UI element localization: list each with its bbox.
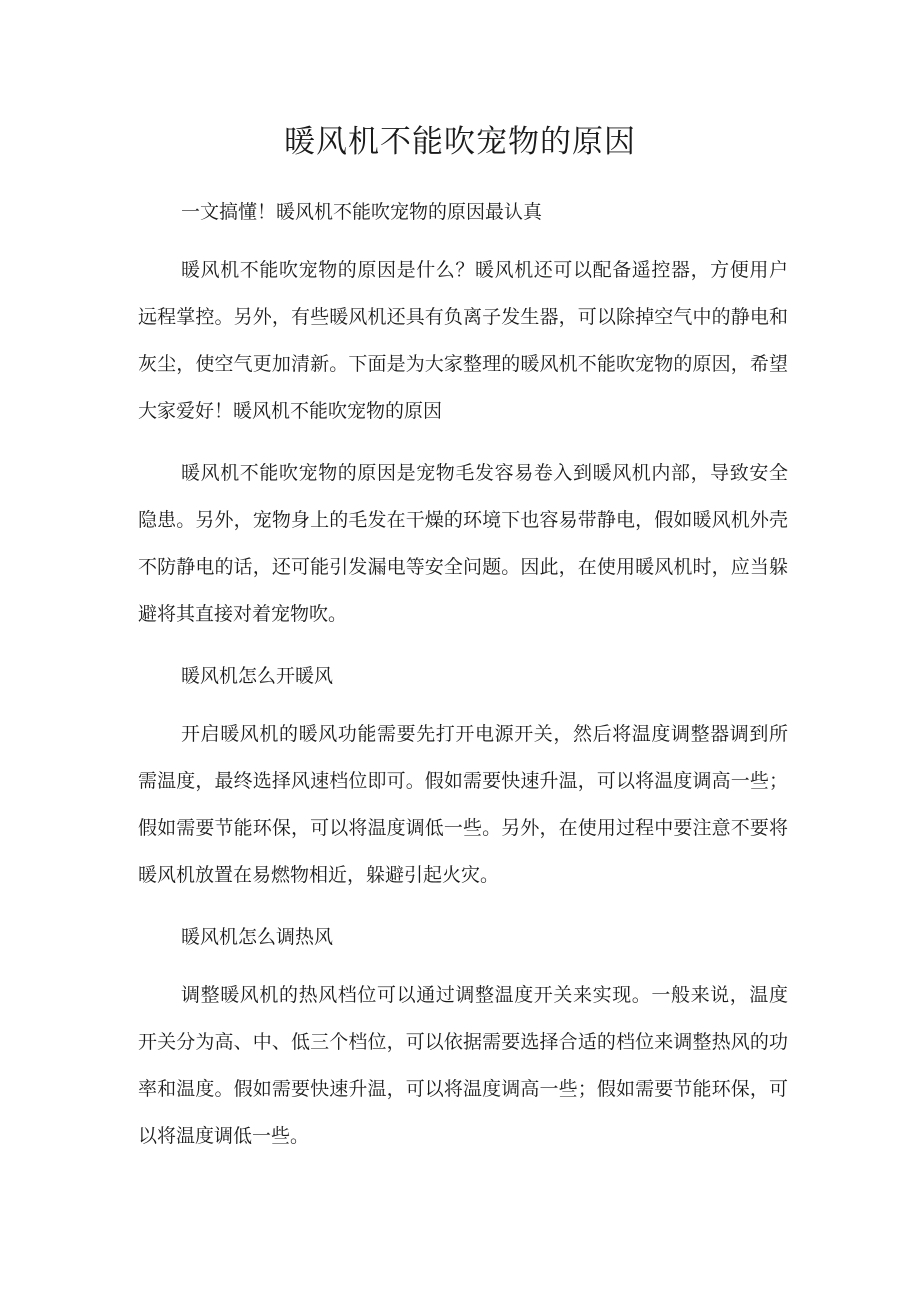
section-heading-hot-air: 暖风机怎么调热风 — [181, 926, 334, 948]
paragraph-warm-air: 开启暖风机的暖风功能需要先打开电源开关，然后将温度调整器调到所需温度，最终选择风速档位即可。假如需要快速升温，可以将温度调高一些；假如需要节能环保，可以将温度调低一些。另外，在使用过程中要注意不要将暖风机放置在易燃物相近，躲避引起火灾。 — [138, 723, 788, 886]
paragraph-reason: 暖风机不能吹宠物的原因是宠物毛发容易卷入到暖风机内部，导致安全隐患。另外，宠物身上的毛发在干燥的环境下也容易带静电，假如暖风机外壳不防静电的话，还可能引发漏电等安全问题。因此，在使用暖风机时，应当躲避将其直接对着宠物吹。 — [138, 462, 788, 625]
paragraph-hot-air: 调整暖风机的热风档位可以通过调整温度开关来实现。一般来说，温度开关分为高、中、低三个档位，可以依据需要选择合适的档位来调整热风的功率和温度。假如需要快速升温，可以将温度调高一些；假如需要节能环保，可以将温度调低一些。 — [138, 984, 788, 1147]
section-heading-warm-air: 暖风机怎么开暖风 — [181, 665, 334, 687]
page-title: 暖风机不能吹宠物的原因 — [284, 124, 636, 160]
document-subtitle: 一文搞懂！暖风机不能吹宠物的原因最认真 — [181, 201, 543, 223]
paragraph-intro: 暖风机不能吹宠物的原因是什么？暖风机还可以配备遥控器，方便用户远程掌控。另外，有些暖风机还具有负离子发生器，可以除掉空气中的静电和灰尘，使空气更加清新。下面是为大家整理的暖风机不能吹宠物的原因，希望大家爱好！暖风机不能吹宠物的原因 — [138, 259, 788, 422]
